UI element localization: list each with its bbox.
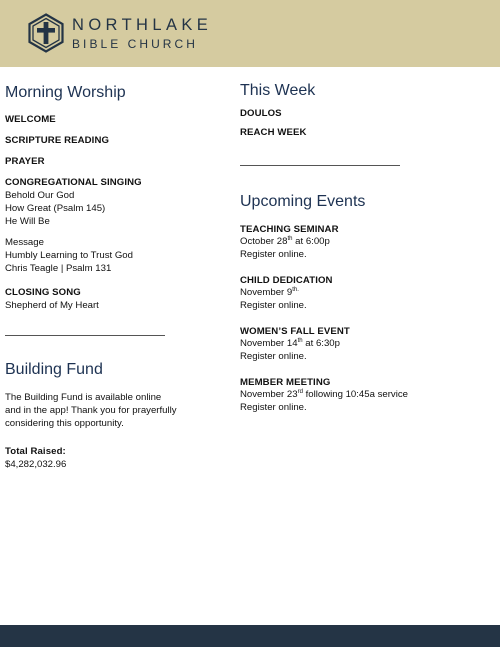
worship-title: Morning Worship	[5, 84, 126, 101]
scripture-label: SCRIPTURE READING	[5, 135, 110, 146]
this-week-title: This Week	[240, 82, 316, 99]
message-speaker: Chris Teagle | Psalm 131	[5, 263, 112, 274]
divider	[240, 165, 400, 166]
event-note: Register online.	[240, 351, 307, 362]
message-title: Humbly Learning to Trust God	[5, 250, 133, 261]
singing-label: CONGREGATIONAL SINGING	[5, 177, 142, 188]
divider	[5, 335, 165, 336]
fund-text-line: and in the app! Thank you for prayerfully	[5, 405, 177, 416]
brand-name: NORTHLAKE	[72, 16, 213, 34]
this-week-item: REACH WEEK	[240, 127, 307, 138]
closing-song: Shepherd of My Heart	[5, 300, 99, 311]
event-name: WOMEN’S FALL EVENT	[240, 326, 350, 337]
event-date: October 28th at 6:00p	[240, 236, 330, 247]
total-raised-value: $4,282,032.96	[5, 459, 67, 470]
event-date: November 14th at 6:30p	[240, 338, 340, 349]
event-date: November 23rd following 10:45a service	[240, 389, 408, 400]
cross-shield-icon	[26, 13, 66, 53]
event-note: Register online.	[240, 402, 307, 413]
closing-label: CLOSING SONG	[5, 287, 81, 298]
footer-bar	[0, 625, 500, 647]
brand-subname: BIBLE CHURCH	[72, 37, 198, 51]
event-name: CHILD DEDICATION	[240, 275, 333, 286]
upcoming-events-title: Upcoming Events	[240, 193, 366, 210]
event-note: Register online.	[240, 249, 307, 260]
prayer-label: PRAYER	[5, 156, 45, 167]
event-note: Register online.	[240, 300, 307, 311]
building-fund-title: Building Fund	[5, 361, 103, 378]
welcome-label: WELCOME	[5, 114, 56, 125]
total-raised-label: Total Raised:	[5, 446, 66, 457]
fund-text-line: The Building Fund is available online	[5, 392, 162, 403]
fund-text-line: considering this opportunity.	[5, 418, 124, 429]
header-banner	[0, 0, 500, 67]
message-label: Message	[5, 237, 44, 248]
event-name: MEMBER MEETING	[240, 377, 331, 388]
event-date: November $9^{th.}$	[240, 287, 299, 298]
song-item: How Great (Psalm 145)	[5, 203, 106, 214]
event-name: TEACHING SEMINAR	[240, 224, 339, 235]
this-week-item: DOULOS	[240, 108, 282, 119]
song-item: He Will Be	[5, 216, 50, 227]
song-item: Behold Our God	[5, 190, 75, 201]
